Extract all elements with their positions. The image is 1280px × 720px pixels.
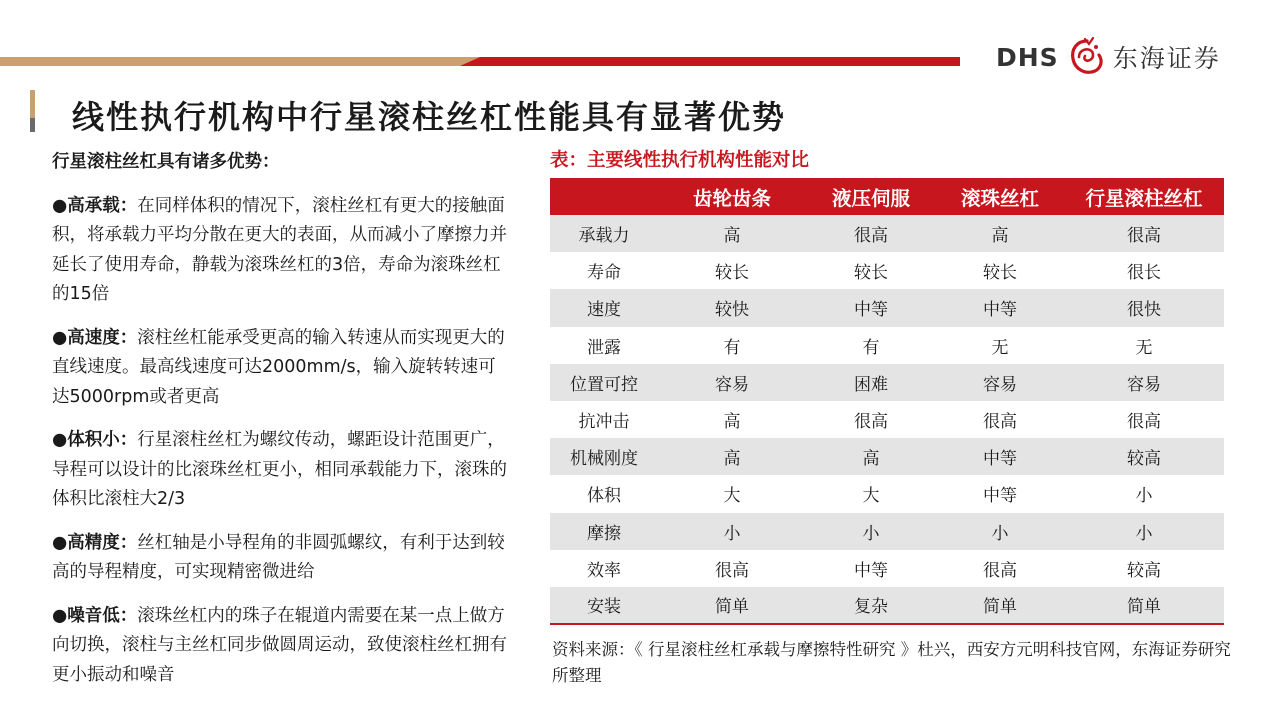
table-row <box>550 513 1224 550</box>
table-cell: 简单 <box>936 587 1064 624</box>
table-cell: 有 <box>806 327 936 364</box>
table-cell: 很高 <box>936 550 1064 587</box>
performance-comparison-table <box>550 178 1224 625</box>
header-stripe-gold <box>0 57 480 66</box>
row-label: 摩擦 <box>550 513 658 550</box>
table-row <box>550 401 1224 438</box>
advantage-body: 行星滚柱丝杠为螺纹传动，螺距设计范围更广，导程可以设计的比滚珠丝杠更小，相同承载能力下，滚珠的体积比滚柱大2/3 <box>52 430 507 509</box>
table-cell: 较长 <box>658 252 806 289</box>
table-row <box>550 587 1224 624</box>
row-label: 速度 <box>550 289 658 326</box>
advantage-heading: ●高精度： <box>52 532 138 553</box>
table-cell: 简单 <box>658 587 806 624</box>
table-cell: 大 <box>658 475 806 512</box>
company-logo <box>996 36 1221 78</box>
advantage-body: 在同样体积的情况下，滚柱丝杠有更大的接触面积，将承载力平均分散在更大的表面，从而减小了摩擦力并延长了使用寿命，静载为滚珠丝杠的3倍，寿命为滚珠丝杠的15倍 <box>52 195 507 304</box>
table-cell: 中等 <box>806 289 936 326</box>
table-cell: 中等 <box>936 475 1064 512</box>
table-row <box>550 364 1224 401</box>
table-cell: 小 <box>936 513 1064 550</box>
dragon-emblem-icon <box>1065 35 1109 79</box>
advantage-heading: ●高承载： <box>52 195 138 216</box>
table-cell: 中等 <box>936 438 1064 475</box>
table-cell: 高 <box>806 438 936 475</box>
table-cell: 很长 <box>1064 252 1224 289</box>
table-cell: 容易 <box>1064 364 1224 401</box>
table-cell: 复杂 <box>806 587 936 624</box>
row-label: 寿命 <box>550 252 658 289</box>
table-cell: 较长 <box>806 252 936 289</box>
logo-chinese-text: 东海证券 <box>1112 44 1221 73</box>
table-header-row <box>550 178 1224 215</box>
row-label: 承载力 <box>550 215 658 252</box>
table-cell: 小 <box>658 513 806 550</box>
row-label: 效率 <box>550 550 658 587</box>
table-cell: 小 <box>806 513 936 550</box>
row-label: 泄露 <box>550 327 658 364</box>
table-cell: 容易 <box>936 364 1064 401</box>
header-stripe-red <box>460 57 960 66</box>
table-cell: 有 <box>658 327 806 364</box>
table-cell: 高 <box>658 401 806 438</box>
header-cell-rack-pinion: 齿轮齿条 <box>658 178 806 215</box>
advantage-point <box>52 426 512 515</box>
table-cell: 很高 <box>936 401 1064 438</box>
table-cell: 中等 <box>936 289 1064 326</box>
header-cell-blank <box>550 178 658 215</box>
table-row <box>550 550 1224 587</box>
header-cell-hydraulic-servo: 液压伺服 <box>806 178 936 215</box>
table-cell: 高 <box>936 215 1064 252</box>
table-cell: 困难 <box>806 364 936 401</box>
table-cell: 小 <box>1064 475 1224 512</box>
table-cell: 大 <box>806 475 936 512</box>
advantages-text-block <box>52 148 512 704</box>
table-cell: 很高 <box>806 401 936 438</box>
row-label: 抗冲击 <box>550 401 658 438</box>
table-cell: 很高 <box>1064 401 1224 438</box>
table-cell: 较高 <box>1064 550 1224 587</box>
table-cell: 较长 <box>936 252 1064 289</box>
table-cell: 简单 <box>1064 587 1224 624</box>
logo-latin-text: DHS <box>996 42 1059 72</box>
table-caption: 表：主要线性执行机构性能对比 <box>550 150 810 171</box>
advantage-point <box>52 602 512 691</box>
table-cell: 小 <box>1064 513 1224 550</box>
table-row <box>550 215 1224 252</box>
table-cell: 高 <box>658 438 806 475</box>
advantages-intro: 行星滚柱丝杠具有诸多优势： <box>52 152 280 172</box>
advantage-point <box>52 529 512 588</box>
table-row <box>550 252 1224 289</box>
table-cell: 无 <box>1064 327 1224 364</box>
table-cell: 较快 <box>658 289 806 326</box>
advantage-point <box>52 324 512 413</box>
header-cell-ball-screw: 滚珠丝杠 <box>936 178 1064 215</box>
table-cell: 很快 <box>1064 289 1224 326</box>
advantage-heading: ●体积小： <box>52 430 138 450</box>
table-cell: 容易 <box>658 364 806 401</box>
source-note: 资料来源：《 行星滚柱丝杠承载与摩擦特性研究 》杜兴，西安方元明科技官网，东海证券研究所整理 <box>552 640 1231 685</box>
table-cell: 较高 <box>1064 438 1224 475</box>
table-cell: 高 <box>658 215 806 252</box>
table-row <box>550 327 1224 364</box>
advantage-body: 滚珠丝杠内的珠子在辊道内需要在某一点上做方向切换，滚柱与主丝杠同步做圆周运动，致使滚柱丝杠拥有更小振动和噪音 <box>52 605 507 685</box>
row-label: 机械刚度 <box>550 438 658 475</box>
table-cell: 很高 <box>806 215 936 252</box>
advantage-heading: ●高速度： <box>52 327 138 348</box>
table-cell: 很高 <box>1064 215 1224 252</box>
advantage-heading: ●噪音低： <box>52 605 138 626</box>
advantage-body: 滚柱丝杠能承受更高的输入转速从而实现更大的直线速度。最高线速度可达2000mm/s，输入旋转转速可达5000rpm或者更高 <box>52 327 505 407</box>
row-label: 位置可控 <box>550 364 658 401</box>
header-cell-planetary-roller-screw: 行星滚柱丝杠 <box>1064 178 1224 215</box>
table-row <box>550 289 1224 326</box>
table-row <box>550 438 1224 475</box>
title-accent-bar-dark <box>30 118 35 132</box>
table-cell: 很高 <box>658 550 806 587</box>
row-label: 体积 <box>550 475 658 512</box>
row-label: 安装 <box>550 587 658 624</box>
table-cell: 中等 <box>806 550 936 587</box>
table-cell: 无 <box>936 327 1064 364</box>
advantage-point <box>52 192 512 310</box>
table-row <box>550 475 1224 512</box>
page-title: 线性执行机构中行星滚柱丝杠性能具有显著优势 <box>72 98 787 136</box>
advantage-body: 丝杠轴是小导程角的非圆弧螺纹，有利于达到较高的导程精度，可实现精密微进给 <box>52 532 505 582</box>
